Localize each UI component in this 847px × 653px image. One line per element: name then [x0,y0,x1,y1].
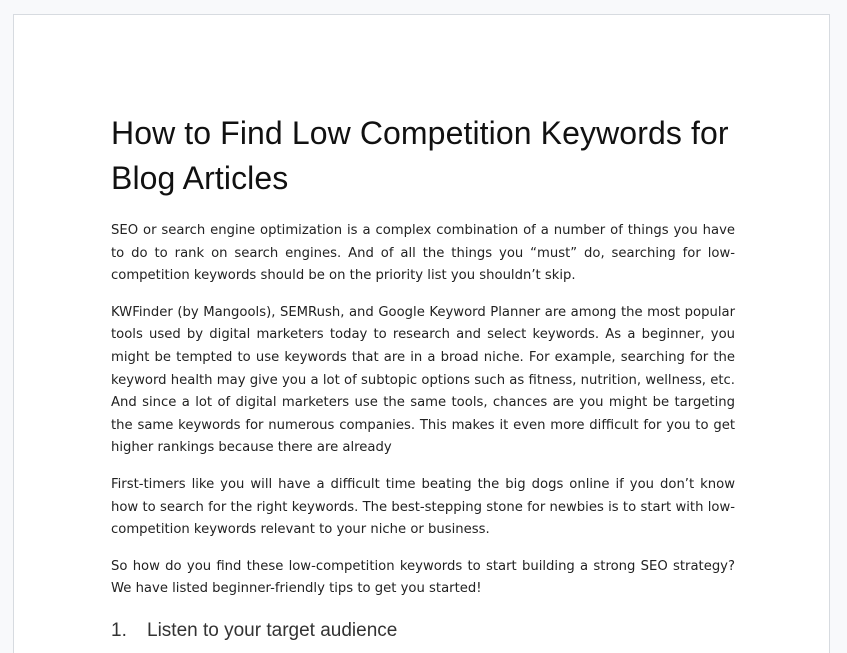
list-heading-text: Listen to your target audience [147,619,398,641]
paragraph-3: First-timers like you will have a difficult time beating the big dogs online if you don’t know how to search for the right keywords. The best-stepping stone for newbies is to start with low-competition keywords relevant to your niche or business. [111,476,735,538]
document-body [111,111,735,644]
list-heading-number: 1. [111,619,127,641]
paragraph-1: SEO or search engine optimization is a complex combination of a number of things you have to do to rank on search engines. And of all the things you “must” do, searching for low-competition keywords should be on the priority list you shouldn’t skip. [111,223,735,284]
paragraph-2: KWFinder (by Mangools), SEMRush, and Google Keyword Planner are among the most popular tools used by digital marketers today to research and select keywords. As a beginner, you might be tempted to use keywords that are in a broad niche. For example, searching for the keyword health may give you a lot of subtopic options such as fitness, nutrition, wellness, etc. And since a lot of digital marketers use the same tools, chances are you might be targeting the same keywords for numerous companies. This makes it even more difficult for you to get higher rankings because there are already [111,304,735,456]
document-page [13,14,830,653]
list-heading [111,618,735,644]
paragraph-4: So how do you find these low-competition keywords to start building a strong SEO strategy? We have listed beginner-friendly tips to get you started! [111,558,735,597]
document-title: How to Find Low Competition Keywords for Blog Articles [111,115,729,196]
